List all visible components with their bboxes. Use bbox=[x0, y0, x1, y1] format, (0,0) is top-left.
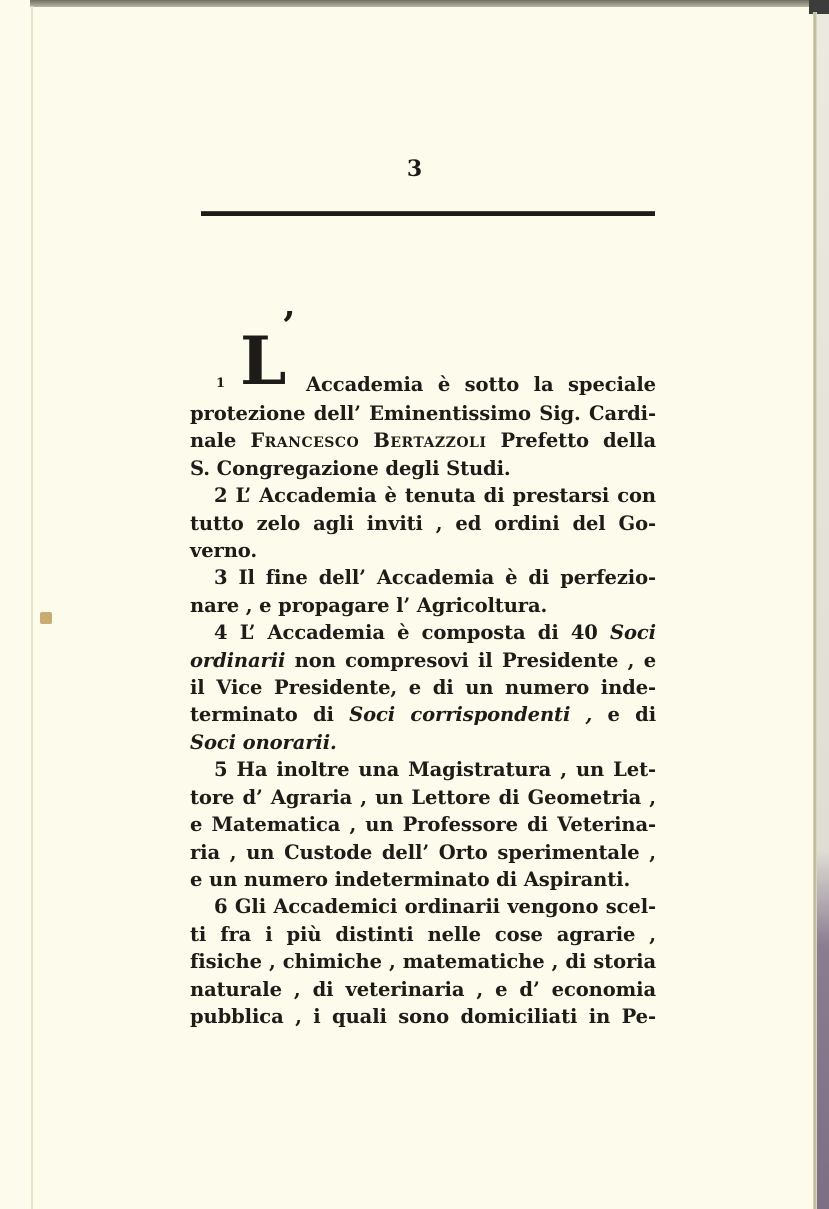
header-rule bbox=[201, 211, 655, 216]
text-line: fisiche , chimiche , matematiche , di storia bbox=[190, 950, 656, 974]
italic-run: Soci onorarii. bbox=[190, 730, 337, 754]
drop-cap-apostrophe: ’ bbox=[282, 303, 296, 348]
scan-background-strip bbox=[817, 14, 829, 1209]
italic-run: Soci corrispondenti , bbox=[349, 703, 593, 727]
text-line: tore d’ Agraria , un Lettore di Geometria , bbox=[190, 785, 656, 809]
article-1-first-line bbox=[190, 303, 656, 400]
text-run: L’ Accademia è tenuta di prestarsi con bbox=[235, 484, 656, 508]
text-run: non compresovi il Presidente , e bbox=[285, 648, 656, 672]
article-2-line bbox=[190, 482, 656, 509]
article-number: 3 bbox=[214, 566, 228, 590]
page-fold-line bbox=[31, 6, 33, 1209]
text-line: pubblica , i quali sono domiciliati in Pe- bbox=[190, 1004, 656, 1028]
text-line bbox=[190, 729, 656, 756]
text-line bbox=[190, 647, 656, 674]
text-line: protezione dell’ Eminentissimo Sig. Cardi- bbox=[190, 402, 656, 425]
text-line: il Vice Presidente, e di un numero inde- bbox=[190, 676, 656, 700]
text-line bbox=[190, 427, 656, 454]
text-line: ti fra i più distinti nelle cose agrarie , bbox=[190, 922, 656, 946]
article-3-line bbox=[190, 564, 656, 591]
page-tab-mark bbox=[40, 612, 52, 624]
name-bertazzoli: Bertazzoli bbox=[373, 429, 487, 453]
drop-cap: L bbox=[240, 322, 287, 400]
text-line: e un numero indeterminato di Aspiranti. bbox=[190, 867, 631, 891]
text-run: Prefetto della bbox=[486, 429, 656, 453]
article-number: 5 bbox=[214, 758, 228, 782]
text-run: L’ Accademia è composta di 40 bbox=[239, 621, 610, 645]
text-line bbox=[190, 701, 656, 728]
article-4-line bbox=[190, 619, 656, 646]
scan-corner bbox=[809, 0, 829, 14]
article-number: 2 bbox=[214, 484, 228, 508]
text-line: verno. bbox=[190, 539, 258, 563]
text-run: e di bbox=[592, 703, 657, 727]
text-run: Il fine dell’ Accademia è di perfezio- bbox=[238, 566, 656, 590]
article-number: 4 bbox=[214, 621, 228, 645]
page-number: 3 bbox=[406, 156, 423, 182]
text-run: Gli Accademici ordinarii vengono scel- bbox=[234, 895, 656, 919]
text-line: ria , un Custode dell’ Orto sperimentale , bbox=[190, 840, 656, 864]
text-line: e Matematica , un Professore di Veterina- bbox=[190, 813, 656, 837]
text-line: S. Congregazione degli Studi. bbox=[190, 456, 511, 480]
body-text bbox=[190, 303, 657, 1030]
article-5-line bbox=[190, 756, 656, 783]
italic-run: ordinarii bbox=[190, 648, 286, 672]
text-run: nale bbox=[190, 429, 251, 453]
scan-top-shadow bbox=[30, 0, 810, 7]
article-number: 6 bbox=[214, 895, 228, 919]
text-run: Ha inoltre una Magistratura , un Let- bbox=[236, 758, 656, 782]
text-run: terminato di bbox=[190, 703, 350, 727]
article-number: 1 bbox=[216, 376, 225, 391]
text-line: naturale , di veterinaria , e d’ economia bbox=[190, 977, 656, 1001]
text-run bbox=[359, 429, 373, 452]
italic-run: Soci bbox=[610, 621, 656, 645]
name-francesco: Francesco bbox=[250, 429, 360, 453]
text-line: nare , e propagare l’ Agricoltura. bbox=[190, 593, 548, 617]
text-line: Accademia è sotto la speciale bbox=[306, 373, 656, 396]
text-line: tutto zelo agli inviti , ed ordini del Go- bbox=[190, 511, 656, 535]
article-6-line bbox=[190, 893, 656, 920]
